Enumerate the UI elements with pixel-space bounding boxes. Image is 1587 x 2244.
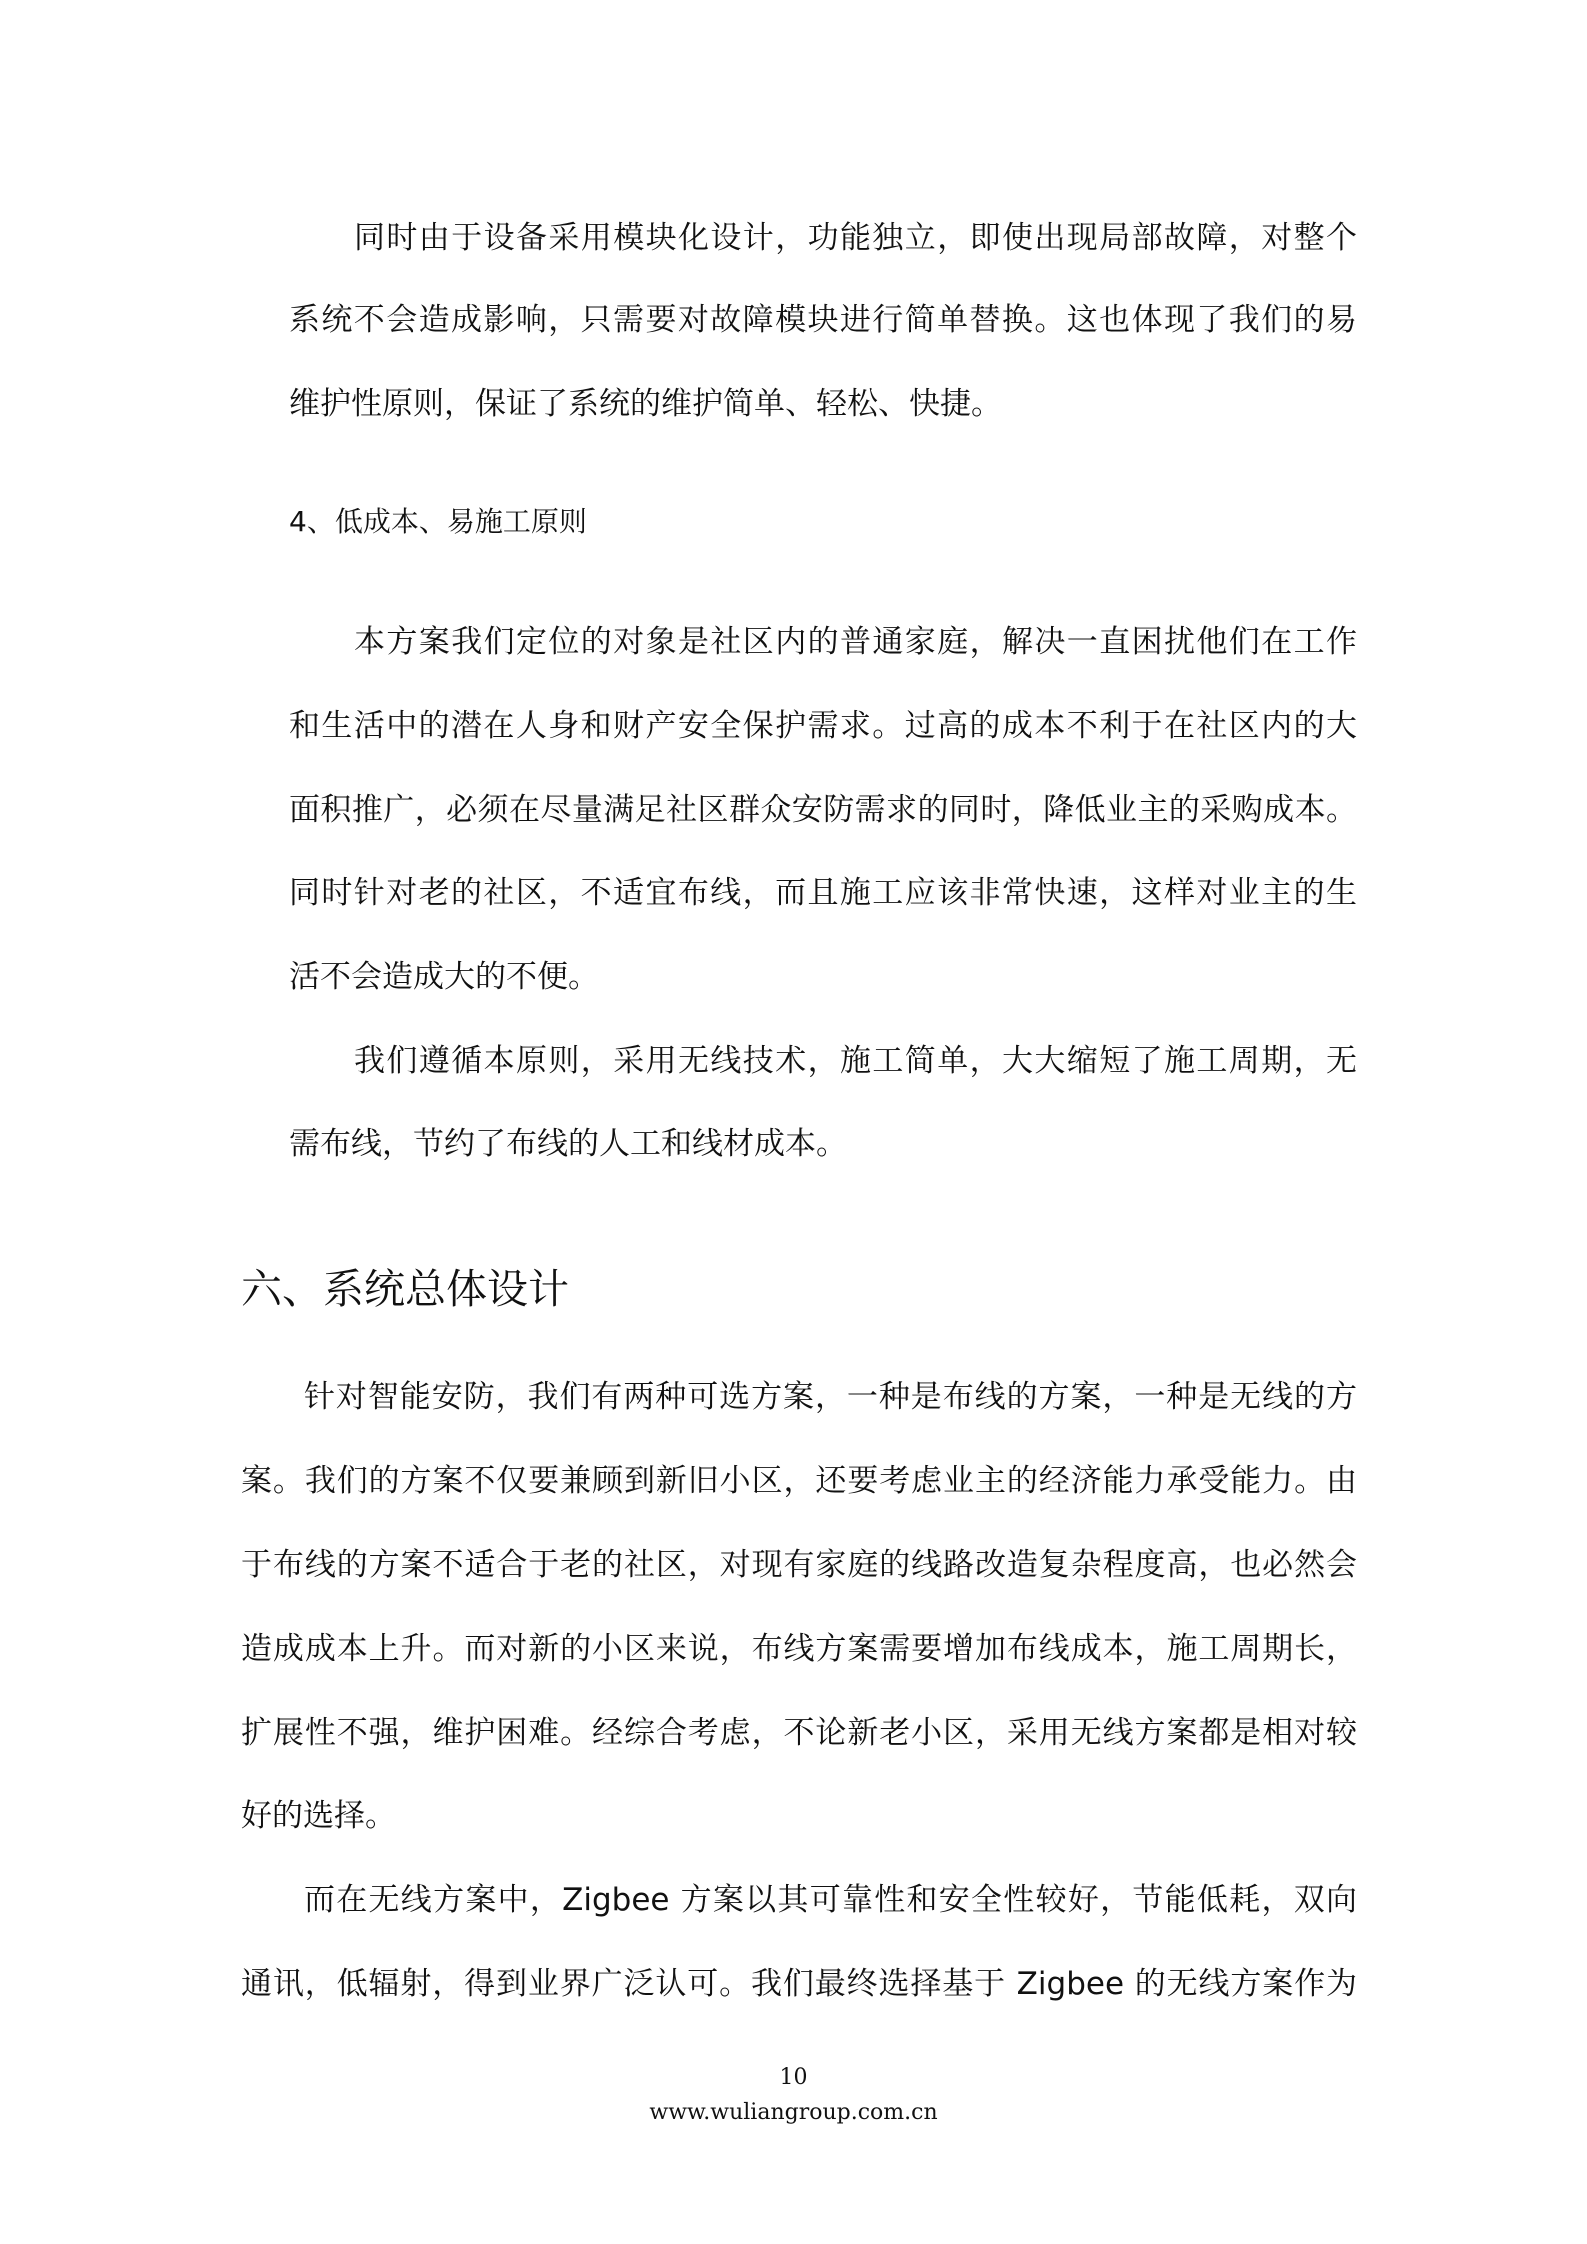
text-line: 针对智能安防，我们有两种可选方案，一种是布线的方案，一种是无线的方 bbox=[304, 1379, 1357, 1415]
section-heading: 六、系统总体设计 bbox=[241, 1265, 569, 1313]
text-line: 需布线，节约了布线的人工和线材成本。 bbox=[289, 1126, 847, 1162]
text-line: 通讯，低辐射，得到业界广泛认可。我们最终选择基于 Zigbee 的无线方案作为 bbox=[241, 1966, 1357, 2002]
text-line: 我们遵循本原则，采用无线技术，施工简单，大大缩短了施工周期，无 bbox=[354, 1043, 1357, 1079]
text-line: 造成成本上升。而对新的小区来说，布线方案需要增加布线成本，施工周期长， bbox=[241, 1631, 1357, 1667]
text-line: 同时由于设备采用模块化设计，功能独立，即使出现局部故障，对整个 bbox=[354, 220, 1357, 256]
text-line: 活不会造成大的不便。 bbox=[289, 959, 599, 995]
footer-website: www.wuliangroup.com.cn bbox=[649, 2100, 938, 2125]
text-line: 系统不会造成影响，只需要对故障模块进行简单替换。这也体现了我们的易 bbox=[289, 302, 1357, 338]
text-line: 和生活中的潜在人身和财产安全保护需求。过高的成本不利于在社区内的大 bbox=[289, 708, 1357, 744]
subheading-low-cost: 4、低成本、易施工原则 bbox=[289, 505, 587, 538]
text-line: 面积推广，必须在尽量满足社区群众安防需求的同时，降低业主的采购成本。 bbox=[289, 792, 1357, 828]
text-line: 维护性原则，保证了系统的维护简单、轻松、快捷。 bbox=[289, 386, 1002, 422]
text-line: 同时针对老的社区，不适宜布线，而且施工应该非常快速，这样对业主的生 bbox=[289, 875, 1357, 911]
text-line: 扩展性不强，维护困难。经综合考虑，不论新老小区，采用无线方案都是相对较 bbox=[241, 1715, 1357, 1751]
text-line: 好的选择。 bbox=[241, 1798, 396, 1834]
text-line: 本方案我们定位的对象是社区内的普通家庭，解决一直困扰他们在工作 bbox=[354, 624, 1357, 660]
page-number: 10 bbox=[779, 2065, 808, 2090]
text-line: 而在无线方案中，Zigbee 方案以其可靠性和安全性较好，节能低耗，双向 bbox=[304, 1882, 1357, 1918]
text-line: 案。我们的方案不仅要兼顾到新旧小区，还要考虑业主的经济能力承受能力。由 bbox=[241, 1463, 1357, 1499]
text-line: 于布线的方案不适合于老的社区，对现有家庭的线路改造复杂程度高，也必然会 bbox=[241, 1547, 1357, 1583]
